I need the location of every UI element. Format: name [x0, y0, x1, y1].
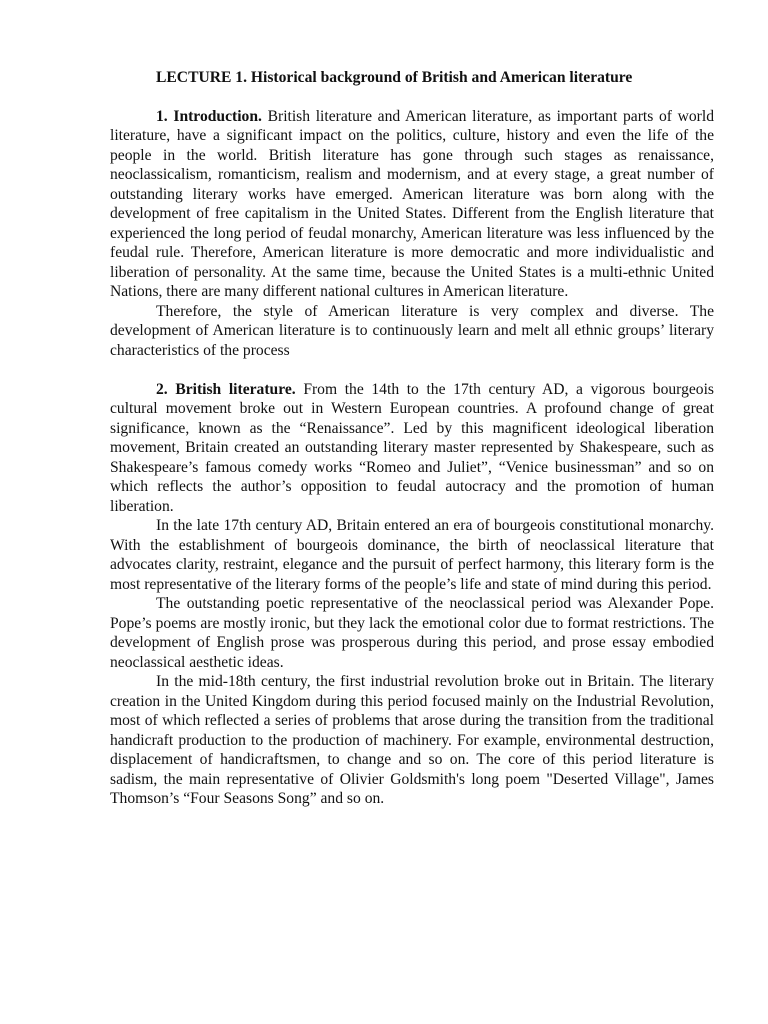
section-introduction	[110, 107, 714, 361]
paragraph	[110, 380, 714, 517]
paragraph-text: British literature and American literature, as important parts of world literature, have a significant impact on the politics, culture, history and even the life of the people in the world. British literature has gone through such stages as renaissance, neoclassicalism, romanticism, realism and modernism, and at every stage, a great number of outstanding literary works have emerged. American literature was born along with the development of free capitalism in the United States. Different from the English literature that experienced the long period of feudal monarchy, American literature was less influenced by the feudal rule. Therefore, American literature is more democratic and more individualistic and liberation of personality. At the same time, because the United States is a multi-ethnic United Nations, there are many different national cultures in American literature.	[110, 107, 715, 300]
lecture-title: LECTURE 1. Historical background of British and American literature	[156, 69, 633, 86]
section-spacer	[110, 360, 714, 380]
paragraph: In the mid-18th century, the first industrial revolution broke out in Britain. The literary creation in the United Kingdom during this period focused mainly on the Industrial Revolution, most of which reflected a series of problems that arose during the transition from the traditional handicraft production to the production of machinery. For example, environmental destruction, displacement of handicraftsmen, to change and so on. The core of this period literature is sadism, the main representative of Olivier Goldsmith's long poem "Deserted Village", James Thomson’s “Four Seasons Song” and so on.	[110, 673, 714, 807]
section-british-literature	[110, 380, 714, 809]
section-heading: 2. British literature.	[156, 380, 296, 398]
paragraph	[110, 107, 714, 302]
paragraph: In the late 17th century AD, Britain entered an era of bourgeois constitutional monarchy. With the establishment of bourgeois dominance, the birth of neoclassical literature that advocates clarity, restraint, elegance and the pursuit of perfect harmony, this literary form is the most representative of the literary forms of the people’s life and state of mind during this period.	[110, 517, 714, 593]
paragraph: The outstanding poetic representative of the neoclassical period was Alexander Pope. Pope’s poems are mostly ironic, but they lack the emotional color due to format restrictions. The development of English prose was prosperous during this period, and prose essay embodied neoclassical aesthetic ideas.	[110, 595, 714, 671]
document-page	[110, 68, 714, 809]
paragraph: Therefore, the style of American literature is very complex and diverse. The development of American literature is to continuously learn and melt all ethnic groups’ literary characteristics of the process	[110, 302, 714, 359]
section-heading: 1. Introduction.	[156, 107, 262, 125]
paragraph-text: From the 14th to the 17th century AD, a vigorous bourgeois cultural movement broke out in Western European countries. A profound change of great significance, known as the “Renaissance”. Led by this magnificent ideological liberation movement, Britain created an outstanding literary master represented by Shakespeare, such as Shakespeare’s famous comedy works “Romeo and Juliet”, “Venice businessman” and so on which reflects the author’s opposition to feudal autocracy and the promotion of human liberation.	[110, 380, 714, 515]
